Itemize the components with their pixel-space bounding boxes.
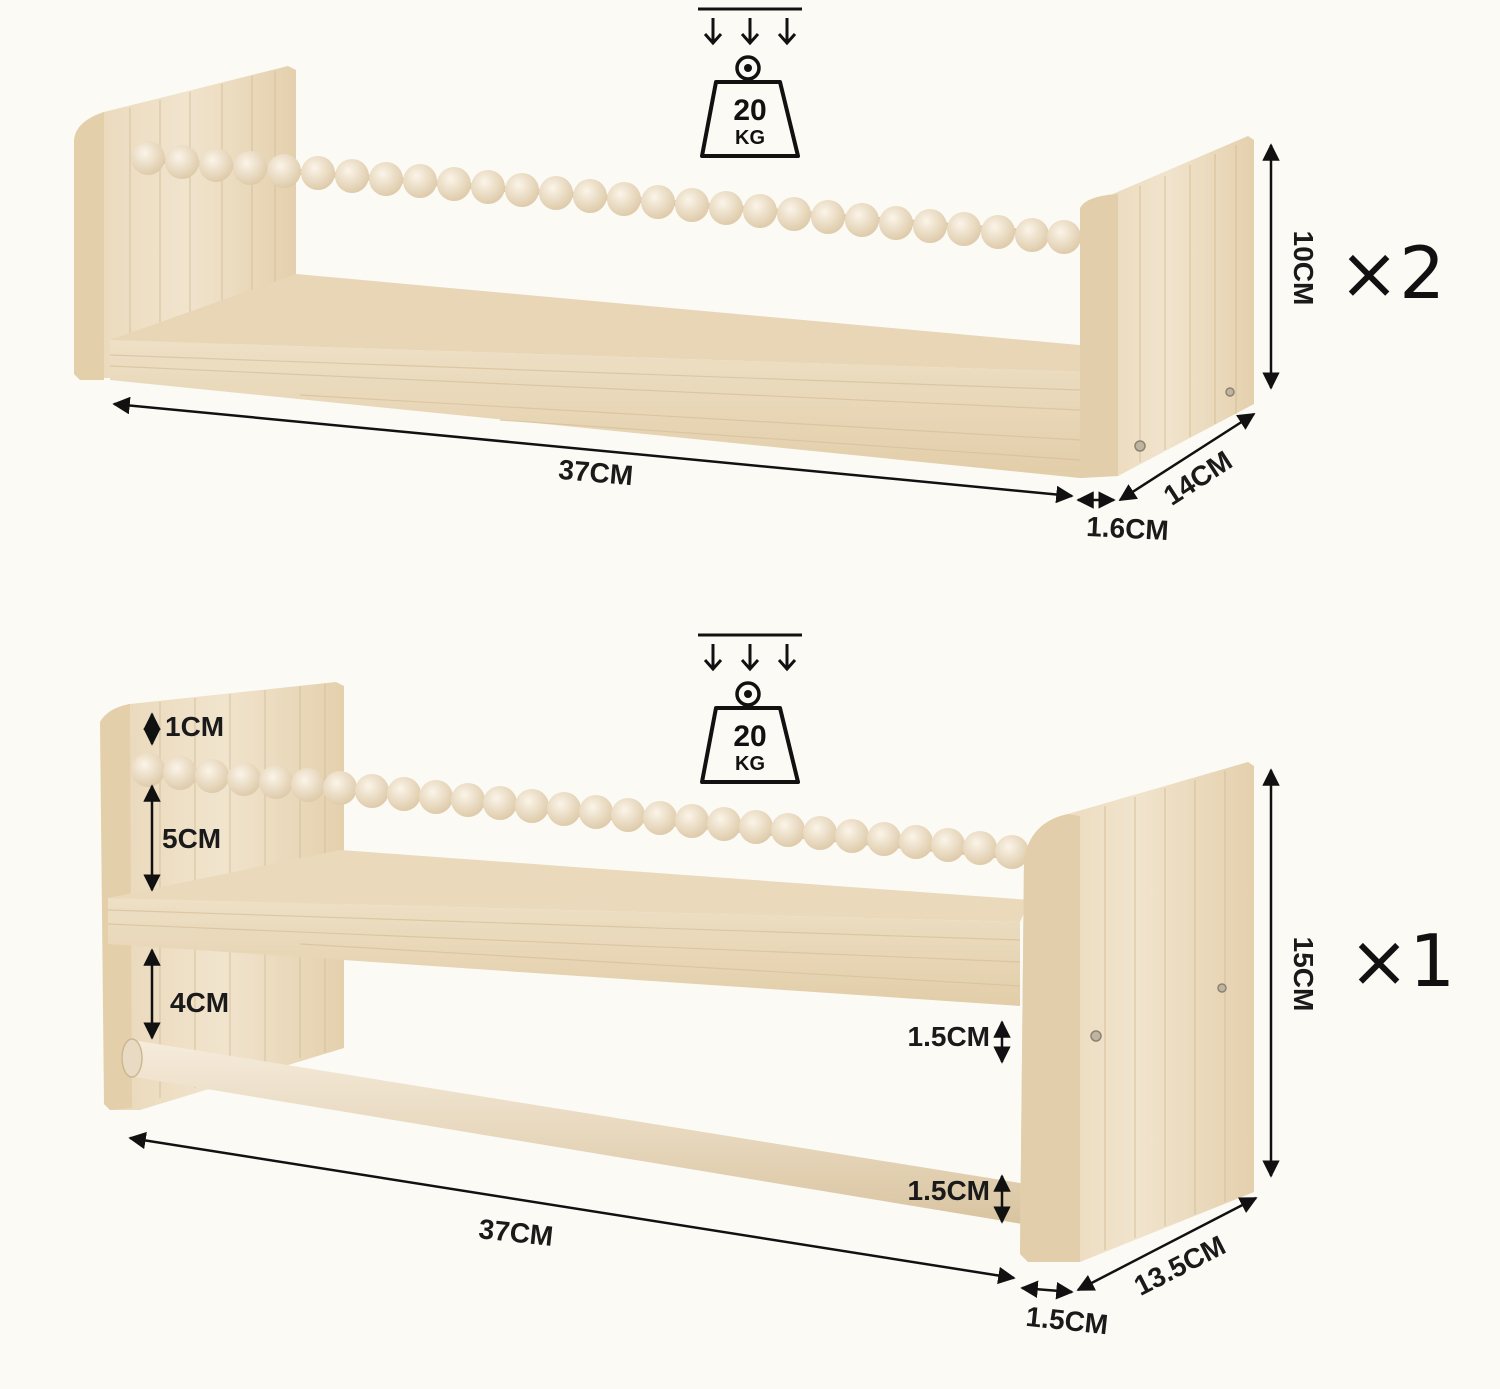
- screw-icon: [1218, 984, 1226, 992]
- height-label: 15CM: [1288, 936, 1319, 1012]
- screw-icon: [1091, 1031, 1101, 1041]
- width-label: 37CM: [477, 1213, 555, 1252]
- screw-icon: [1135, 441, 1145, 451]
- towel-rod: [122, 1039, 1026, 1224]
- bead-to-shelf-label: 5CM: [162, 823, 222, 854]
- bead-top-gap-label: 1CM: [165, 711, 225, 742]
- load-badge-a: [698, 9, 802, 156]
- depth-label: 13.5CM: [1128, 1229, 1231, 1302]
- load-value: 20: [733, 94, 767, 127]
- screw-icon: [1226, 388, 1234, 396]
- load-value: 20: [733, 720, 767, 753]
- load-badge-b: [698, 635, 802, 782]
- quantity-label: ×1: [1348, 919, 1456, 1003]
- width-label: 37CM: [557, 453, 635, 492]
- shelf-a: [74, 9, 1445, 546]
- height-label: 10CM: [1288, 230, 1319, 306]
- shelf-to-rod-label: 4CM: [170, 987, 230, 1018]
- right-end-panel: [1080, 136, 1254, 478]
- down-arrows-icon: [705, 644, 795, 669]
- thickness-label: 1.5CM: [1024, 1300, 1110, 1341]
- load-unit: KG: [735, 127, 765, 149]
- thickness-label: 1.6CM: [1085, 510, 1170, 547]
- quantity-label: ×2: [1338, 231, 1446, 315]
- right-end-panel: [1020, 762, 1254, 1262]
- load-unit: KG: [735, 753, 765, 775]
- shelf-b: [100, 635, 1455, 1340]
- bottom-board: [110, 274, 1090, 478]
- down-arrows-icon: [705, 18, 795, 43]
- rod-diameter-label: 1.5CM: [907, 1175, 990, 1206]
- shelf-board-label: 1.5CM: [907, 1021, 990, 1052]
- depth-label: 14CM: [1158, 444, 1238, 512]
